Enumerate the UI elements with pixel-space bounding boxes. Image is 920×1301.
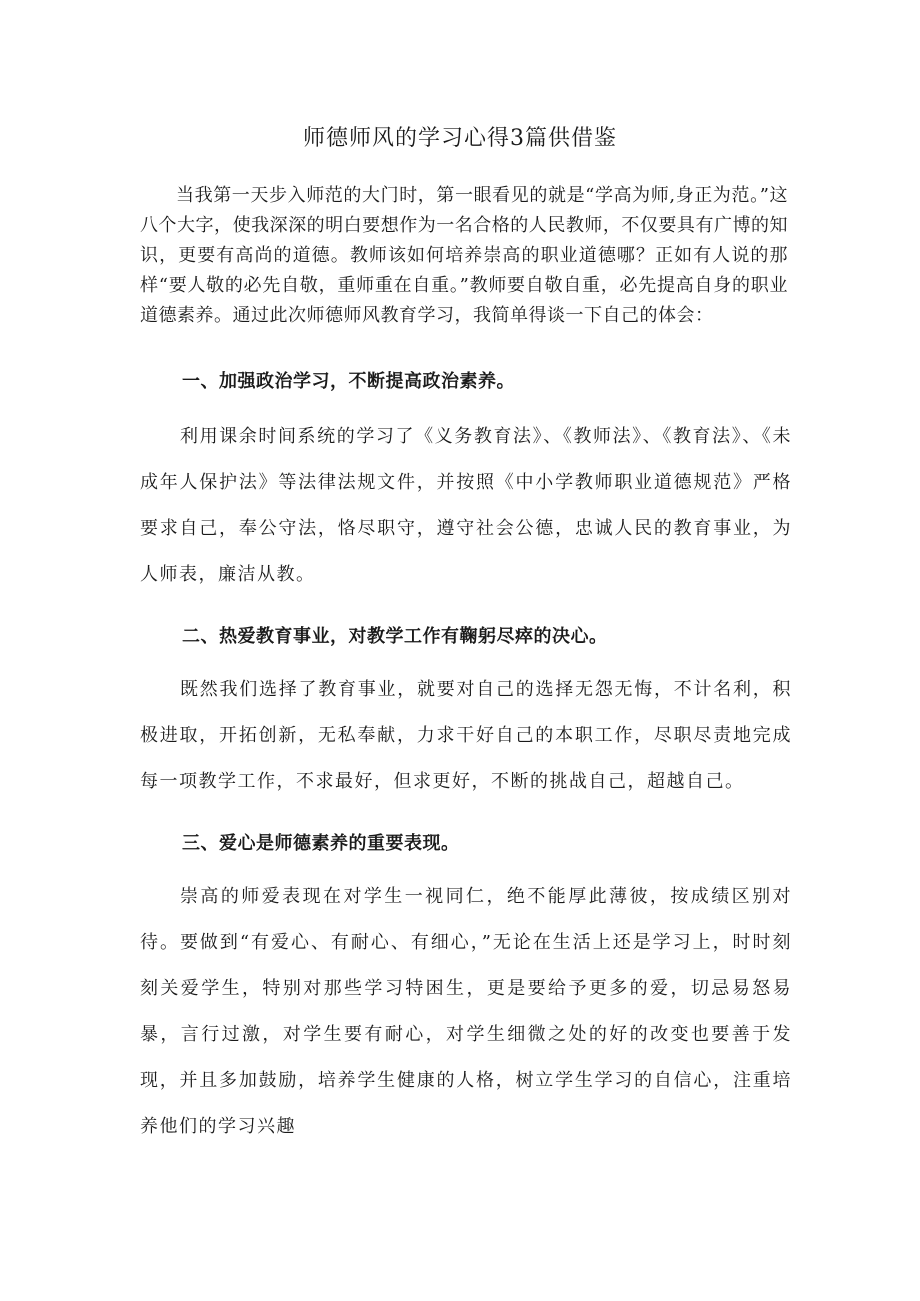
- document-title: 师德师风的学习心得3篇供借鉴: [303, 126, 617, 151]
- section-heading-1: 一、加强政治学习，不断提高政治素养。: [182, 371, 515, 392]
- section-heading-2: 二、热爱教育事业，对教学工作有鞠躬尽瘁的决心。: [182, 626, 608, 647]
- section-body-3: 崇高的师爱表现在对学生一视同仁，绝不能厚此薄彼，按成绩区别对待。要做到“有爱心、有耐心、有细心，”无论在生活上还是学习上，时时刻刻关爱学生，特别对那些学习特困生，更是要给予更多的爱，切忌易怒易暴，言行过激，对学生要有耐心，对学生细微之处的好的改变也要善于发现，并且多加鼓励，培养学生健康的人格，树立学生学习的自信心，注重培养他们的学习兴趣: [140, 886, 792, 1137]
- section-heading-3: 三、爱心是师德素养的重要表现。: [182, 833, 460, 854]
- intro-paragraph: 当我第一天步入师范的大门时，第一眼看见的就是“学高为师,身正为范。”这八个大字，使我深深的明白要想作为一名合格的人民教师，不仅要具有广博的知识，更要有高尚的道德。教师该如何培养崇高的职业道德哪？正如有人说的那样“要人敬的必先自敬，重师重在自重。”教师要自敬自重，必先提高自身的职业道德素养。通过此次师德师风教育学习，我简单得谈一下自己的体会：: [140, 185, 788, 326]
- section-body-2: 既然我们选择了教育事业，就要对自己的选择无怨无悔，不计名利，积极进取，开拓创新，无私奉献，力求干好自己的本职工作，尽职尽责地完成每一项教学工作，不求最好，但求更好，不断的挑战自己，超越自己。: [140, 679, 792, 792]
- section-body-1: 利用课余时间系统的学习了《义务教育法》、《教师法》、《教育法》、《未成年人保护法》等法律法规文件，并按照《中小学教师职业道德规范》严格要求自己，奉公守法，恪尽职守，遵守社会公德，忠诚人民的教育事业，为人师表，廉洁从教。: [140, 426, 792, 585]
